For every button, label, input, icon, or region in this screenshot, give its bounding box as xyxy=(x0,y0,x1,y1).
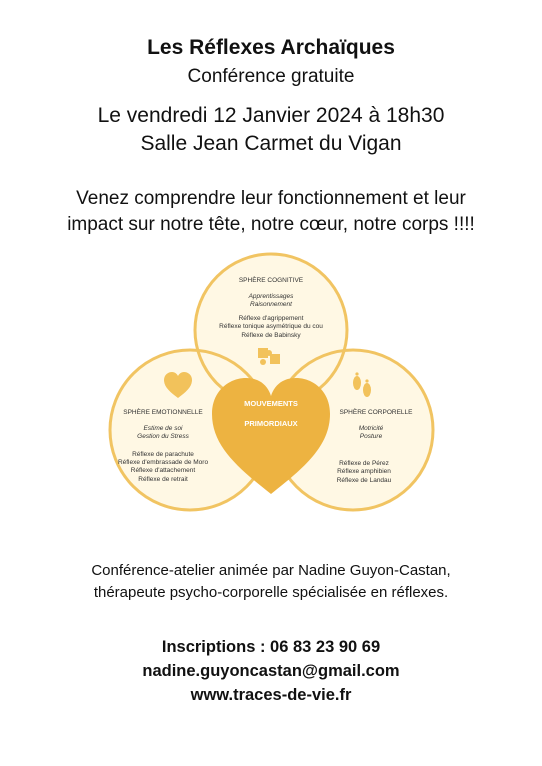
body-reflex: Réflexe de Pérez xyxy=(339,460,389,467)
body-aspect: Motricité xyxy=(358,425,384,432)
emotional-reflex: Réflexe de retrait xyxy=(138,476,188,483)
cognitive-aspect: Raisonnement xyxy=(250,301,292,308)
event-date: Le vendredi 12 Janvier 2024 à 18h30 xyxy=(97,104,445,127)
host-line-2: thérapeute psycho-corporelle spécialisée en réflexes. xyxy=(93,584,449,601)
event-venue: Salle Jean Carmet du Vigan xyxy=(140,132,402,155)
cognitive-reflex: Réflexe de Babinsky xyxy=(241,332,301,339)
phone-number: Inscriptions : 06 83 23 90 69 xyxy=(161,638,381,656)
center-label-line-1: MOUVEMENTS xyxy=(244,399,298,408)
emotional-reflex: Réflexe de parachute xyxy=(132,451,194,458)
website-url: www.traces-de-vie.fr xyxy=(190,686,352,704)
body-title: SPHÈRE CORPORELLE xyxy=(339,409,413,416)
emotional-reflex: Réflexe d'attachement xyxy=(130,467,196,474)
body-reflex: Réflexe de Landau xyxy=(336,477,392,484)
intro-line-2: impact sur notre tête, notre cœur, notre corps !!!! xyxy=(67,214,475,235)
email-address: nadine.guyoncastan@gmail.com xyxy=(142,662,400,680)
emotional-reflex: Réflexe d'embrassade de Moro xyxy=(117,459,209,466)
body-reflex: Réflexe amphibien xyxy=(337,468,391,475)
host-line-1: Conférence-atelier animée par Nadine Guyon-Castan, xyxy=(91,562,451,579)
cognitive-reflex: Réflexe d'agrippement xyxy=(238,315,304,322)
emotional-aspect: Estime de soi xyxy=(143,425,183,432)
flyer-title: Les Réflexes Archaïques xyxy=(147,36,395,59)
intro-line-1: Venez comprendre leur fonctionnement et leur xyxy=(76,188,466,209)
cognitive-reflex: Réflexe tonique asymétrique du cou xyxy=(219,323,323,330)
cognitive-title: SPHÈRE COGNITIVE xyxy=(238,277,304,284)
host-text xyxy=(0,560,542,604)
body-aspect: Posture xyxy=(359,433,383,440)
venn-diagram xyxy=(0,250,542,530)
contact-block xyxy=(0,635,542,707)
emotional-title: SPHÈRE EMOTIONNELLE xyxy=(123,409,203,416)
center-label-line-2: PRIMORDIAUX xyxy=(244,419,298,428)
intro-text xyxy=(0,186,542,238)
cognitive-aspect: Apprentissages xyxy=(248,293,294,300)
emotional-aspect: Gestion du Stress xyxy=(137,433,189,440)
flyer-subtitle: Conférence gratuite xyxy=(187,66,355,87)
